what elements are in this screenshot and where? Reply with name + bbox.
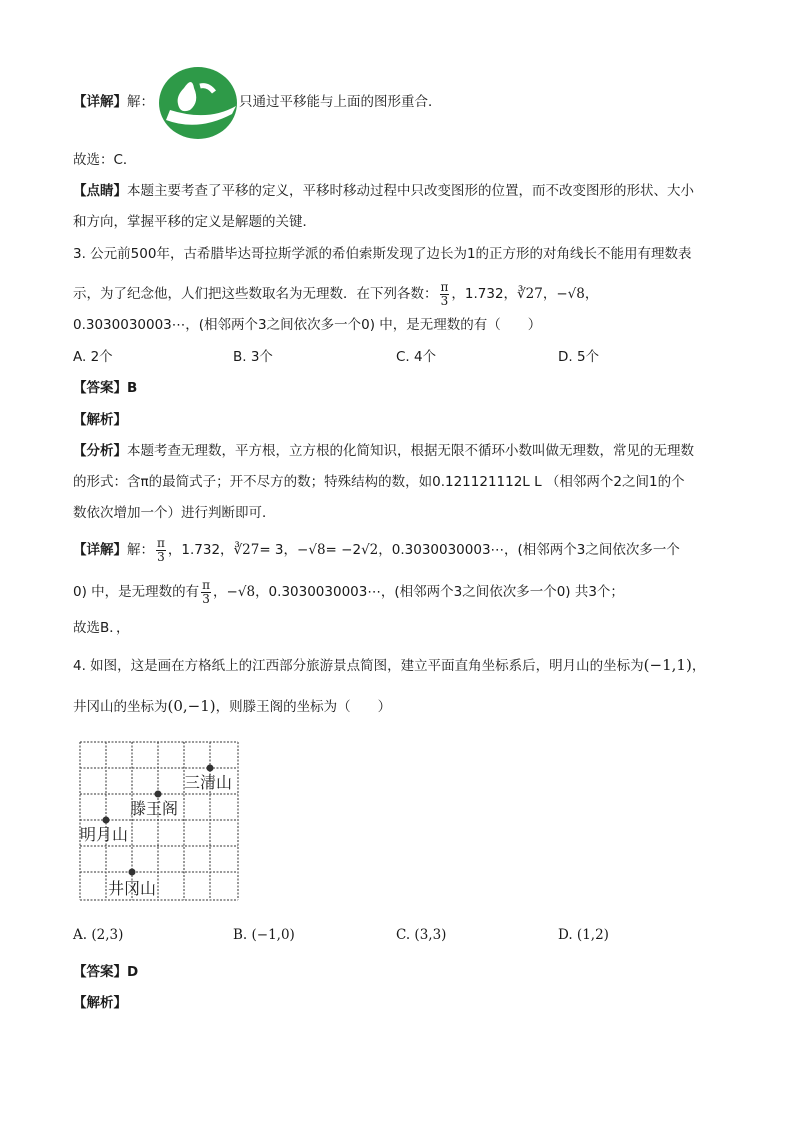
q2-choice: 故选：C． bbox=[73, 152, 137, 168]
neg-sqrt-8: −√8 bbox=[556, 286, 585, 302]
q3-analysis-heading: 【解析】 bbox=[73, 412, 127, 428]
q2-detail-text: 解： bbox=[127, 94, 154, 110]
q3-fenxi-2: 的形式：含π的最简式子；开不尽方的数；特殊结构的数，如0.121121112L L （相邻两个2之间1的个 bbox=[73, 474, 685, 490]
q4-option-d[interactable]: D. (1,2) bbox=[558, 927, 609, 943]
q3-line-1: 3. 公元前500年，古希腊毕达哥拉斯学派的希伯索斯发现了边长为1的正方形的对角线长不能用有理数表 bbox=[73, 246, 692, 262]
q2-detail-text-b: 只通过平移能与上面的图形重合． bbox=[239, 94, 442, 110]
pi-over-3-answer: $\frac{\pi}{3}$ bbox=[202, 577, 211, 606]
scenic-spot-map bbox=[78, 740, 240, 902]
q3-detail-2: 0) 中，是无理数的有 $\frac{\pi}{3}$ ，−√8，0.3030030003⋯，(相邻两个3之间依次多一个0) 共3个； bbox=[73, 577, 624, 606]
q4-option-b[interactable]: B. (−1,0) bbox=[233, 927, 295, 943]
green-shape-figure bbox=[158, 66, 238, 140]
q3-choice: 故选B．， bbox=[73, 620, 130, 636]
q3-fenxi-3: 数依次增加一个）进行判断即可． bbox=[73, 505, 276, 521]
q3-fenxi-label: 【分析】 bbox=[73, 443, 127, 459]
mingyue-coord: (−1,1) bbox=[643, 656, 692, 674]
q4-line-1: 4. 如图，这是画在方格纸上的江西部分旅游景点简图，建立平面直角坐标系后，明月山的坐标为(−1,1)， bbox=[73, 656, 706, 674]
q4-line-2: 井冈山的坐标为(0,−1)，则滕王阁的坐标为（ ） bbox=[73, 697, 392, 715]
pi-over-3-detail: $\frac{\pi}{3}$ bbox=[157, 535, 165, 564]
map-label-tengwang: 滕王阁 bbox=[130, 799, 179, 818]
q3-line-2: 示，为了纪念他，人们把这些数取名为无理数．在下列各数： $\frac{\pi}{3}$ ，1.732，∛27，−√8， bbox=[73, 279, 599, 308]
tengwang-point bbox=[155, 791, 162, 798]
q2-comment-2: 和方向，掌握平移的定义是解题的关键． bbox=[73, 214, 316, 230]
q3-detail-1: 【详解】解： $\frac{\pi}{3}$ ，1.732，∛27= 3，−√8= −2√2，0.3030030003⋯，(相邻两个3之间依次多一个 bbox=[73, 535, 680, 564]
map-label-sanqing: 三清山 bbox=[184, 773, 233, 792]
map-label-jinggang: 井冈山 bbox=[108, 879, 157, 898]
map-label-mingyue: 明月山 bbox=[80, 825, 129, 844]
cbrt-27: ∛27 bbox=[517, 286, 543, 302]
q2-comment-label: 【点睛】 bbox=[73, 183, 127, 199]
q3-option-b[interactable]: B. 3个 bbox=[233, 349, 273, 365]
q3-answer: 【答案】B bbox=[73, 380, 138, 396]
q2-comment-1 bbox=[73, 181, 694, 201]
q4-answer: 【答案】D bbox=[73, 964, 139, 980]
q3-line-3: 0.3030030003⋯，(相邻两个3之间依次多一个0) 中，是无理数的有（ ） bbox=[73, 317, 542, 333]
mingyue-point bbox=[103, 817, 110, 824]
q3-line-2-text: 示，为了纪念他，人们把这些数取名为无理数．在下列各数： bbox=[73, 286, 438, 302]
q2-detail-label: 【详解】 bbox=[73, 94, 127, 110]
q2-detail-line bbox=[73, 92, 154, 112]
jinggang-point bbox=[129, 869, 136, 876]
sanqing-point bbox=[207, 765, 214, 772]
q3-option-a[interactable]: A. 2个 bbox=[73, 349, 113, 365]
q3-fenxi-1: 【分析】本题考查无理数，平方根，立方根的化简知识，根据无限不循环小数叫做无理数，常见的无理数 bbox=[73, 443, 694, 459]
q4-option-c[interactable]: C. (3,3) bbox=[396, 927, 447, 943]
q2-comment-text: 本题主要考查了平移的定义，平移时移动过程中只改变图形的位置，而不改变图形的形状、大小 bbox=[127, 183, 694, 199]
q3-detail-label: 【详解】 bbox=[73, 542, 127, 558]
pi-over-3: $\frac{\pi}{3}$ bbox=[440, 279, 449, 308]
q3-option-c[interactable]: C. 4个 bbox=[396, 349, 437, 365]
q4-analysis-heading: 【解析】 bbox=[73, 995, 127, 1011]
q4-option-a[interactable]: A. (2,3) bbox=[73, 927, 124, 943]
jinggang-coord: (0,−1) bbox=[167, 697, 216, 715]
q3-option-d[interactable]: D. 5个 bbox=[558, 349, 600, 365]
